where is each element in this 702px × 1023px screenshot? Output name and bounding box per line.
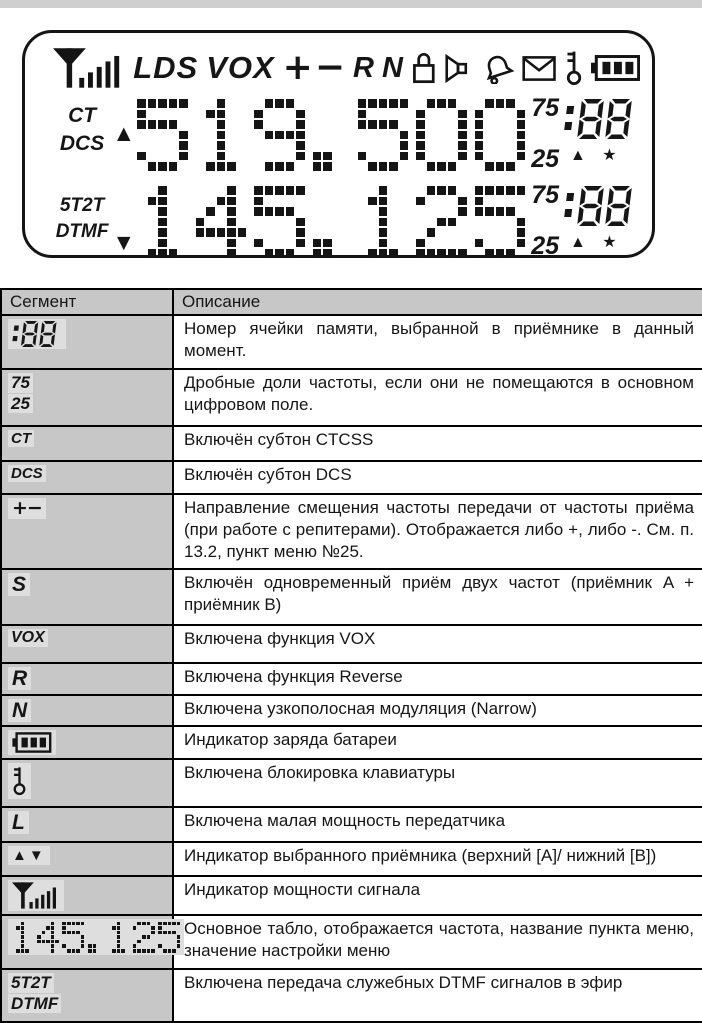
segment-cell bbox=[1, 625, 173, 663]
signal-meter-icon bbox=[53, 46, 125, 90]
reverse-indicator: R bbox=[353, 51, 374, 84]
segment-cell bbox=[1, 426, 173, 461]
table-row bbox=[1, 876, 702, 915]
lcd-display bbox=[22, 30, 655, 258]
table-row bbox=[1, 842, 702, 876]
segment-cell bbox=[1, 759, 173, 807]
segment-label: CT bbox=[8, 430, 34, 447]
segment-cell bbox=[1, 915, 173, 969]
segment-label: 25 bbox=[8, 394, 33, 414]
segment-description: Включена малая мощность передатчика bbox=[184, 811, 506, 830]
fraction-digits-a bbox=[531, 96, 559, 172]
segment-description: Включён субтон CTCSS bbox=[184, 430, 374, 449]
segment-label: +− bbox=[8, 498, 46, 519]
frac-75: 75 bbox=[531, 181, 559, 209]
table-row bbox=[1, 461, 702, 494]
receiver-b-row bbox=[53, 183, 640, 267]
receiver-b-selector-icon: ▼ bbox=[112, 229, 136, 255]
battery-icon bbox=[8, 730, 56, 755]
segment-description: Номер ячейки памяти, выбранной в приёмнике в данный момент. bbox=[184, 319, 694, 360]
description-cell bbox=[173, 842, 702, 876]
segment-description: Дробные доли частоты, если они не помещаются в основном цифровом поле. bbox=[184, 373, 694, 414]
segment-label: DTMF bbox=[8, 994, 61, 1014]
segment-cell bbox=[1, 726, 173, 759]
description-cell bbox=[173, 625, 702, 663]
table-row bbox=[1, 663, 702, 695]
description-cell bbox=[173, 726, 702, 759]
marker-icons: ▲ ★ bbox=[570, 234, 623, 251]
description-cell bbox=[173, 426, 702, 461]
table-header-row bbox=[1, 289, 702, 315]
description-cell bbox=[173, 494, 702, 569]
table-row bbox=[1, 369, 702, 426]
segment-description: Индикатор выбранного приёмника (верхний [A]/ нижний [B]) bbox=[184, 846, 657, 865]
marker-icons: ▲ ★ bbox=[570, 147, 623, 164]
segment-description: Включена функция VOX bbox=[184, 629, 376, 648]
description-cell bbox=[173, 315, 702, 369]
plus-offset-indicator: + bbox=[282, 46, 313, 88]
segment-description: Основное табло, отображается частота, название пункта меню, значение настройки меню bbox=[184, 919, 694, 960]
memory-cell-glyph bbox=[8, 319, 66, 349]
segment-cell bbox=[1, 969, 173, 1022]
segment-description: Включена передача служебных DTMF сигналов в эфир bbox=[184, 973, 623, 992]
segment-description: Направление смещения частоты передачи от частоты приёма (при работе с репитерами). Отображается либо +, либо -. См. п. 13.2, пункт меню №25. bbox=[184, 498, 694, 561]
table-row bbox=[1, 315, 702, 369]
segment-label: DCS bbox=[8, 465, 46, 482]
memory-cell-digits bbox=[562, 96, 640, 142]
segment-description: Включена узкополосная модуляция (Narrow) bbox=[184, 699, 537, 718]
description-cell bbox=[173, 569, 702, 625]
signal-icon bbox=[8, 880, 64, 911]
segment-description: Включена функция Reverse bbox=[184, 667, 403, 686]
frac-25: 25 bbox=[531, 145, 559, 173]
fraction-digits-b bbox=[531, 183, 559, 259]
battery-icon bbox=[591, 54, 640, 82]
segment-cell bbox=[1, 842, 173, 876]
table-row bbox=[1, 625, 702, 663]
segment-cell bbox=[1, 569, 173, 625]
lds-indicator: LDS bbox=[133, 50, 199, 85]
table-row bbox=[1, 695, 702, 726]
memory-cell-a bbox=[562, 96, 640, 165]
table-row bbox=[1, 759, 702, 807]
table-row bbox=[1, 426, 702, 461]
table-row bbox=[1, 807, 702, 842]
table-row bbox=[1, 726, 702, 759]
envelope-icon bbox=[522, 55, 556, 82]
narrow-indicator: N bbox=[381, 51, 403, 84]
table-row bbox=[1, 915, 702, 969]
frequency-display-a bbox=[136, 98, 526, 172]
description-column-header: Описание bbox=[173, 289, 702, 315]
segment-label: VOX bbox=[8, 629, 48, 647]
lcd-status-icon-row bbox=[53, 43, 640, 93]
memory-cell-b bbox=[562, 183, 640, 252]
dtmf-label: DTMF bbox=[55, 220, 109, 242]
description-cell bbox=[173, 461, 702, 494]
receiver-a-selector-icon: ▲ bbox=[112, 120, 136, 146]
segment-label: ▲▼ bbox=[8, 846, 50, 865]
frequency-matrix-glyph bbox=[11, 921, 181, 953]
segment-cell bbox=[1, 876, 173, 915]
segment-cell bbox=[1, 369, 173, 426]
bell-icon bbox=[482, 52, 514, 84]
memory-cell-digits bbox=[562, 183, 640, 229]
segment-cell bbox=[1, 461, 173, 494]
speaker-icon bbox=[445, 54, 474, 83]
table-row bbox=[1, 969, 702, 1022]
5t2t-label: 5T2T bbox=[59, 195, 105, 216]
segment-cell bbox=[1, 494, 173, 569]
segment-label: 75 bbox=[8, 373, 33, 393]
segment-description: Индикатор заряда батареи bbox=[184, 730, 397, 749]
vox-indicator: VOX bbox=[206, 50, 275, 85]
segment-description: Включён одновременный приём двух частот (приёмник A + приёмник B) bbox=[184, 573, 694, 614]
description-cell bbox=[173, 915, 702, 969]
lock-icon bbox=[411, 50, 437, 86]
description-cell bbox=[173, 876, 702, 915]
subtone-labels bbox=[53, 102, 111, 159]
segment-column-header: Сегмент bbox=[1, 289, 173, 315]
segment-label: L bbox=[8, 811, 29, 834]
minus-offset-indicator: − bbox=[314, 46, 346, 88]
description-cell bbox=[173, 759, 702, 807]
segment-description-table bbox=[0, 288, 702, 1023]
segment-label: S bbox=[8, 573, 30, 596]
segment-label: R bbox=[8, 667, 31, 690]
description-cell bbox=[173, 695, 702, 726]
segment-label: 5T2T bbox=[8, 973, 54, 993]
key-icon bbox=[565, 48, 583, 88]
frequency-display-b bbox=[136, 185, 526, 259]
segment-cell bbox=[1, 695, 173, 726]
description-cell bbox=[173, 969, 702, 1022]
frac-25: 25 bbox=[531, 232, 559, 260]
table-row bbox=[1, 569, 702, 625]
receiver-a-row bbox=[53, 96, 640, 180]
segment-cell bbox=[1, 663, 173, 695]
description-cell bbox=[173, 807, 702, 842]
frac-75: 75 bbox=[531, 94, 559, 122]
segment-cell bbox=[1, 807, 173, 842]
segment-label: N bbox=[8, 699, 31, 722]
segment-description: Индикатор мощности сигнала bbox=[184, 880, 421, 899]
key-icon bbox=[8, 763, 31, 799]
dcs-label: DCS bbox=[59, 132, 105, 156]
description-cell bbox=[173, 663, 702, 695]
segment-cell bbox=[1, 315, 173, 369]
scan-top-strip bbox=[0, 0, 702, 8]
segment-description: Включён субтон DCS bbox=[184, 465, 352, 484]
segment-description: Включена блокировка клавиатуры bbox=[184, 763, 456, 782]
description-cell bbox=[173, 369, 702, 426]
ct-label: CT bbox=[68, 104, 97, 127]
dtmf-labels bbox=[53, 193, 111, 244]
table-row bbox=[1, 494, 702, 569]
